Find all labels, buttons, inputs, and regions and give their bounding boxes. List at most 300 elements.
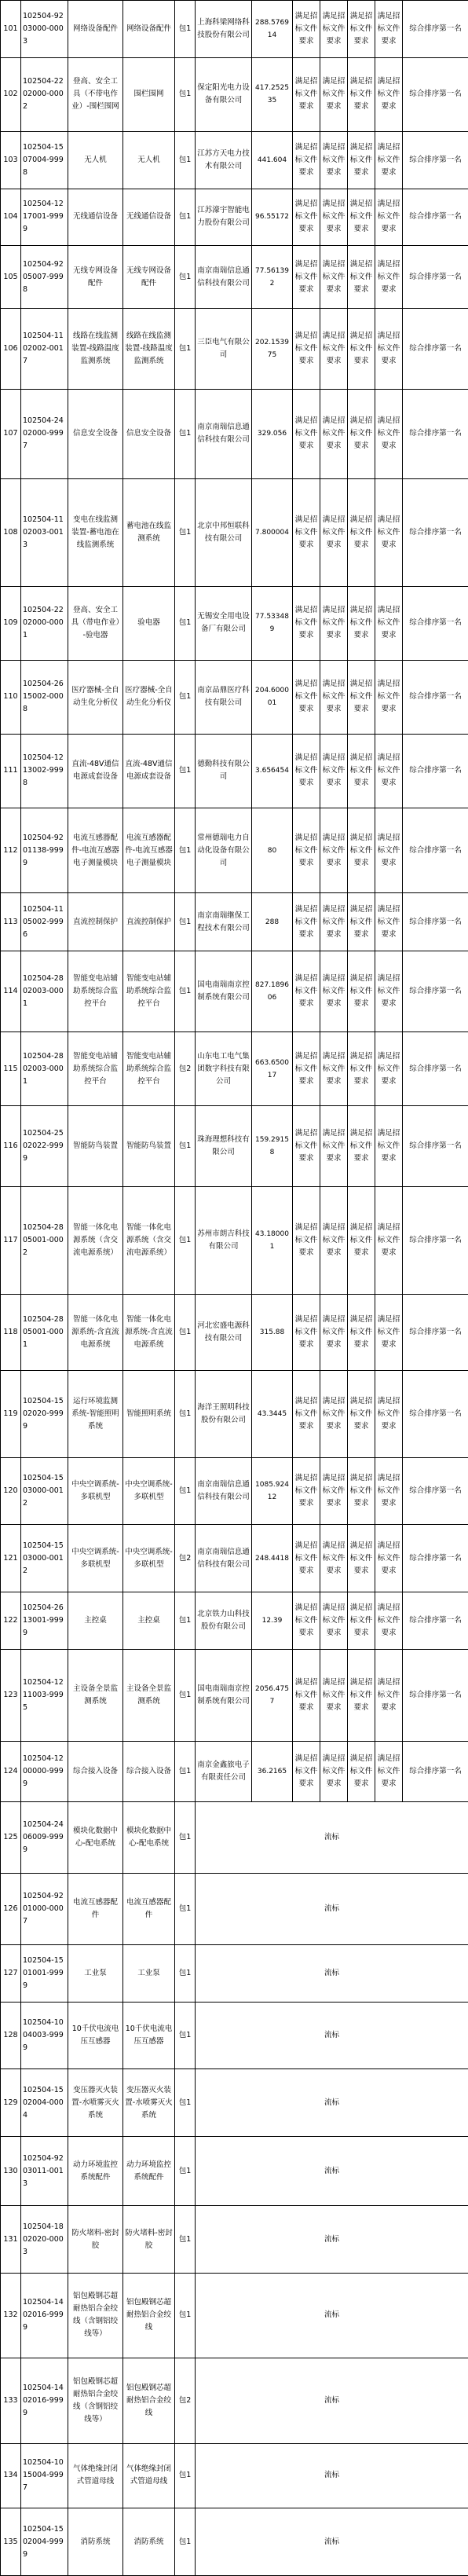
cell-review-2: 满足招标文件要求 <box>320 246 348 309</box>
cell-seq-no: 113 <box>1 893 21 951</box>
cell-item-code: 102504-9203000-0003 <box>21 1 68 58</box>
cell-supplier: 南京南瑞信息通信科技有限公司 <box>196 1525 252 1592</box>
cell-item-code: 102504-1004003-9999 <box>21 2002 68 2069</box>
cell-item-spec: 智能照明系统 <box>123 1370 175 1457</box>
cell-flow-status: 流标 <box>196 2069 468 2137</box>
cell-item-spec: 无线专网设备配件 <box>123 246 175 309</box>
cell-supplier: 国电南瑞南京控制系统有限公司 <box>196 1649 252 1741</box>
cell-item-code: 102504-2802003-0001 <box>21 951 68 1032</box>
cell-flow-status: 流标 <box>196 2443 468 2508</box>
table-row <box>1 1294 468 1370</box>
cell-seq-no: 101 <box>1 1 21 58</box>
cell-item-code: 102504-1502004-0004 <box>21 2069 68 2137</box>
cell-seq-no: 112 <box>1 808 21 892</box>
cell-review-4: 满足招标文件要求 <box>375 808 403 892</box>
cell-package: 包1 <box>175 1945 196 2003</box>
cell-package: 包1 <box>175 2002 196 2069</box>
cell-review-1: 满足招标文件要求 <box>293 1457 320 1525</box>
cell-price: 96.55172 <box>252 189 293 246</box>
cell-package: 包1 <box>175 951 196 1032</box>
cell-item-code: 102504-2402000-9997 <box>21 389 68 478</box>
cell-review-4: 满足招标文件要求 <box>375 1741 403 1801</box>
cell-item-name: 智能一体化电源系统-含直流电源系统 <box>68 1294 123 1370</box>
cell-package: 包1 <box>175 478 196 586</box>
cell-review-2: 满足招标文件要求 <box>320 1649 348 1741</box>
cell-review-3: 满足招标文件要求 <box>348 893 375 951</box>
cell-item-code: 102504-1217001-9999 <box>21 189 68 246</box>
cell-package: 包1 <box>175 2069 196 2137</box>
cell-review-2: 满足招标文件要求 <box>320 478 348 586</box>
cell-rank: 综合排序第一名 <box>403 1525 468 1592</box>
cell-item-name: 变电在线监测装置-蓄电池在线监测系统 <box>68 478 123 586</box>
cell-item-name: 直流控制保护 <box>68 893 123 951</box>
cell-item-name: 医疗器械-全自动生化分析仪 <box>68 660 123 734</box>
cell-flow-status: 流标 <box>196 2136 468 2205</box>
cell-review-3: 满足招标文件要求 <box>348 1741 375 1801</box>
cell-seq-no: 131 <box>1 2206 21 2274</box>
cell-item-spec: 铝包殿钢芯超耐热铝合金绞线 <box>123 2273 175 2358</box>
cell-package: 包1 <box>175 808 196 892</box>
table-row <box>1 2069 468 2137</box>
cell-package: 包1 <box>175 389 196 478</box>
cell-package: 包2 <box>175 1032 196 1106</box>
cell-item-name: 智能防鸟装置 <box>68 1106 123 1187</box>
cell-review-4: 满足招标文件要求 <box>375 734 403 808</box>
cell-package: 包1 <box>175 1873 196 1944</box>
cell-rank: 综合排序第一名 <box>403 1592 468 1649</box>
cell-review-3: 满足招标文件要求 <box>348 1592 375 1649</box>
cell-rank: 综合排序第一名 <box>403 1106 468 1187</box>
cell-rank: 综合排序第一名 <box>403 246 468 309</box>
cell-item-name: 气体绝缘封闭式管道母线 <box>68 2443 123 2508</box>
cell-review-2: 满足招标文件要求 <box>320 586 348 660</box>
cell-review-1: 满足招标文件要求 <box>293 1 320 58</box>
cell-review-3: 满足招标文件要求 <box>348 309 375 390</box>
cell-item-spec: 网络设备配件 <box>123 1 175 58</box>
cell-item-code: 102504-2805001-0002 <box>21 1186 68 1294</box>
cell-review-2: 满足招标文件要求 <box>320 808 348 892</box>
cell-seq-no: 135 <box>1 2508 21 2576</box>
cell-rank: 综合排序第一名 <box>403 586 468 660</box>
cell-seq-no: 129 <box>1 2069 21 2137</box>
cell-price: 248.4418 <box>252 1525 293 1592</box>
cell-review-1: 满足招标文件要求 <box>293 189 320 246</box>
cell-item-spec: 气体绝缘封闭式管道母线 <box>123 2443 175 2508</box>
cell-seq-no: 121 <box>1 1525 21 1592</box>
cell-package: 包1 <box>175 1741 196 1801</box>
cell-item-name: 铝包殿钢芯超耐热铝合金绞线（含钢铝绞线等） <box>68 2273 123 2358</box>
cell-review-2: 满足招标文件要求 <box>320 1186 348 1294</box>
cell-review-4: 满足招标文件要求 <box>375 1106 403 1187</box>
cell-seq-no: 106 <box>1 309 21 390</box>
cell-rank: 综合排序第一名 <box>403 1457 468 1525</box>
cell-item-name: 工业泵 <box>68 1945 123 2003</box>
cell-seq-no: 110 <box>1 660 21 734</box>
cell-item-code: 102504-2615002-0008 <box>21 660 68 734</box>
cell-seq-no: 126 <box>1 1873 21 1944</box>
cell-flow-status: 流标 <box>196 1801 468 1873</box>
cell-supplier: 珠海理想科技有限公司 <box>196 1106 252 1187</box>
cell-item-name: 运行环境监测系统-智能照明系统 <box>68 1370 123 1457</box>
table-row <box>1 2273 468 2358</box>
cell-item-name: 模块化数据中心-配电系统 <box>68 1801 123 1873</box>
cell-item-name: 中央空调系统-多联机型 <box>68 1457 123 1525</box>
cell-review-4: 满足招标文件要求 <box>375 1294 403 1370</box>
cell-review-2: 满足招标文件要求 <box>320 1525 348 1592</box>
cell-review-1: 满足招标文件要求 <box>293 478 320 586</box>
cell-review-4: 满足招标文件要求 <box>375 189 403 246</box>
cell-review-2: 满足招标文件要求 <box>320 1106 348 1187</box>
cell-item-spec: 10千伏电流电压互感器 <box>123 2002 175 2069</box>
cell-item-spec: 无线通信设备 <box>123 189 175 246</box>
cell-item-name: 铝包殿钢芯超耐热铝合金绞线（含钢铝绞线等） <box>68 2358 123 2443</box>
table-row <box>1 660 468 734</box>
cell-item-code: 102504-2502022-9999 <box>21 1106 68 1187</box>
cell-item-name: 主设备全景监测系统 <box>68 1649 123 1741</box>
cell-package: 包1 <box>175 2136 196 2205</box>
cell-rank: 综合排序第一名 <box>403 1649 468 1741</box>
cell-price: 827.189606 <box>252 951 293 1032</box>
cell-item-name: 综合接入设备 <box>68 1741 123 1801</box>
cell-seq-no: 115 <box>1 1032 21 1106</box>
cell-item-spec: 智能变电站辅助系统综合监控平台 <box>123 951 175 1032</box>
cell-item-spec: 中央空调系统-多联机型 <box>123 1457 175 1525</box>
cell-item-code: 102504-1501001-9999 <box>21 1945 68 2003</box>
table-body <box>1 1 468 2576</box>
cell-seq-no: 133 <box>1 2358 21 2443</box>
cell-rank: 综合排序第一名 <box>403 893 468 951</box>
table-row <box>1 2136 468 2205</box>
cell-seq-no: 114 <box>1 951 21 1032</box>
cell-review-4: 满足招标文件要求 <box>375 246 403 309</box>
cell-price: 417.252535 <box>252 57 293 131</box>
cell-item-code: 102504-2805001-0001 <box>21 1294 68 1370</box>
cell-item-code: 102504-2406009-9999 <box>21 1801 68 1873</box>
cell-item-name: 电流互感器配件 <box>68 1873 123 1944</box>
cell-review-2: 满足招标文件要求 <box>320 1 348 58</box>
cell-package: 包1 <box>175 131 196 189</box>
cell-supplier: 常州德瑞电力自动化设备有限公司 <box>196 808 252 892</box>
cell-review-4: 满足招标文件要求 <box>375 478 403 586</box>
cell-item-spec: 综合接入设备 <box>123 1741 175 1801</box>
cell-item-name: 变压器灭火装置-水喷雾灭火系统 <box>68 2069 123 2137</box>
cell-review-3: 满足招标文件要求 <box>348 1649 375 1741</box>
cell-item-spec: 围栏围网 <box>123 57 175 131</box>
table-row <box>1 586 468 660</box>
table-row <box>1 1649 468 1741</box>
cell-supplier: 江苏方天电力技术有限公司 <box>196 131 252 189</box>
cell-review-2: 满足招标文件要求 <box>320 893 348 951</box>
cell-package: 包1 <box>175 1 196 58</box>
cell-review-1: 满足招标文件要求 <box>293 389 320 478</box>
cell-item-spec: 直流控制保护 <box>123 893 175 951</box>
cell-seq-no: 127 <box>1 1945 21 2003</box>
cell-review-1: 满足招标文件要求 <box>293 1592 320 1649</box>
cell-price: 329.056 <box>252 389 293 478</box>
cell-item-code: 102504-1502004-9999 <box>21 2508 68 2576</box>
cell-review-4: 满足招标文件要求 <box>375 1032 403 1106</box>
table-row <box>1 734 468 808</box>
cell-item-name: 直流-48V通信电源成套设备 <box>68 734 123 808</box>
cell-item-spec: 直流-48V通信电源成套设备 <box>123 734 175 808</box>
cell-rank: 综合排序第一名 <box>403 189 468 246</box>
cell-review-3: 满足招标文件要求 <box>348 57 375 131</box>
cell-item-spec: 信息安全设备 <box>123 389 175 478</box>
table-row <box>1 246 468 309</box>
cell-rank: 综合排序第一名 <box>403 1370 468 1457</box>
table-row <box>1 1186 468 1294</box>
cell-review-2: 满足招标文件要求 <box>320 1592 348 1649</box>
cell-review-1: 满足招标文件要求 <box>293 131 320 189</box>
cell-review-3: 满足招标文件要求 <box>348 131 375 189</box>
table-row <box>1 2508 468 2576</box>
cell-review-1: 满足招标文件要求 <box>293 586 320 660</box>
cell-supplier: 南京南瑞继保工程技术有限公司 <box>196 893 252 951</box>
cell-price: 43.180001 <box>252 1186 293 1294</box>
table-row <box>1 389 468 478</box>
table-row <box>1 1 468 58</box>
cell-review-4: 满足招标文件要求 <box>375 951 403 1032</box>
table-row <box>1 1525 468 1592</box>
cell-item-spec: 智能变电站辅助系统综合监控平台 <box>123 1032 175 1106</box>
cell-seq-no: 104 <box>1 189 21 246</box>
cell-seq-no: 116 <box>1 1106 21 1187</box>
cell-package: 包1 <box>175 586 196 660</box>
cell-package: 包1 <box>175 57 196 131</box>
cell-item-code: 102504-1502020-9999 <box>21 1370 68 1457</box>
cell-item-spec: 变压器灭火装置-水喷雾灭火系统 <box>123 2069 175 2137</box>
cell-item-spec: 医疗器械-全自动生化分析仪 <box>123 660 175 734</box>
cell-review-4: 满足招标文件要求 <box>375 893 403 951</box>
cell-item-spec: 防火堵料-密封胶 <box>123 2206 175 2274</box>
table-row <box>1 951 468 1032</box>
cell-item-name: 智能变电站辅助系统综合监控平台 <box>68 951 123 1032</box>
cell-review-3: 满足招标文件要求 <box>348 734 375 808</box>
cell-item-name: 中央空调系统-多联机型 <box>68 1525 123 1592</box>
cell-price: 3.656454 <box>252 734 293 808</box>
cell-review-3: 满足招标文件要求 <box>348 246 375 309</box>
cell-review-4: 满足招标文件要求 <box>375 1592 403 1649</box>
cell-price: 315.88 <box>252 1294 293 1370</box>
cell-review-4: 满足招标文件要求 <box>375 1525 403 1592</box>
cell-review-2: 满足招标文件要求 <box>320 309 348 390</box>
cell-supplier: 江苏濠宇智能电力股份有限公司 <box>196 189 252 246</box>
cell-package: 包1 <box>175 893 196 951</box>
cell-item-name: 线路在线监测装置-线路温度监测系统 <box>68 309 123 390</box>
cell-review-1: 满足招标文件要求 <box>293 1186 320 1294</box>
cell-review-3: 满足招标文件要求 <box>348 1 375 58</box>
cell-review-4: 满足招标文件要求 <box>375 660 403 734</box>
cell-review-1: 满足招标文件要求 <box>293 808 320 892</box>
cell-item-spec: 工业泵 <box>123 1945 175 2003</box>
cell-review-4: 满足招标文件要求 <box>375 586 403 660</box>
cell-item-code: 102504-1015004-9997 <box>21 2443 68 2508</box>
cell-item-spec: 铝包殿钢芯超耐热铝合金绞线 <box>123 2358 175 2443</box>
cell-review-2: 满足招标文件要求 <box>320 189 348 246</box>
cell-item-spec: 蓄电池在线监测系统 <box>123 478 175 586</box>
cell-review-1: 满足招标文件要求 <box>293 1106 320 1187</box>
cell-price: 1085.92412 <box>252 1457 293 1525</box>
cell-package: 包1 <box>175 246 196 309</box>
cell-supplier: 北京中邦恒联科技有限公司 <box>196 478 252 586</box>
table-row <box>1 1592 468 1649</box>
cell-package: 包1 <box>175 2273 196 2358</box>
table-row <box>1 478 468 586</box>
cell-item-name: 无线专网设备配件 <box>68 246 123 309</box>
cell-rank: 综合排序第一名 <box>403 57 468 131</box>
cell-item-code: 102504-2802003-0001 <box>21 1032 68 1106</box>
cell-package: 包1 <box>175 1106 196 1187</box>
cell-price: 663.650017 <box>252 1032 293 1106</box>
cell-seq-no: 109 <box>1 586 21 660</box>
cell-review-1: 满足招标文件要求 <box>293 1032 320 1106</box>
cell-supplier: 南京金鑫旅电子有限责任公司 <box>196 1741 252 1801</box>
cell-review-4: 满足招标文件要求 <box>375 1186 403 1294</box>
cell-flow-status: 流标 <box>196 2358 468 2443</box>
cell-review-3: 满足招标文件要求 <box>348 1294 375 1370</box>
table-row <box>1 1945 468 2003</box>
cell-review-2: 满足招标文件要求 <box>320 389 348 478</box>
cell-supplier: 山东电工电气集团数字科技有限公司 <box>196 1032 252 1106</box>
table-row <box>1 57 468 131</box>
cell-supplier: 无锡安全用电设备厂有限公司 <box>196 586 252 660</box>
cell-item-spec: 主控桌 <box>123 1592 175 1649</box>
cell-package: 包1 <box>175 1592 196 1649</box>
cell-review-2: 满足招标文件要求 <box>320 1294 348 1370</box>
cell-rank: 综合排序第一名 <box>403 1 468 58</box>
cell-rank: 综合排序第一名 <box>403 808 468 892</box>
cell-item-code: 102504-2613001-9999 <box>21 1592 68 1649</box>
cell-seq-no: 105 <box>1 246 21 309</box>
cell-review-2: 满足招标文件要求 <box>320 57 348 131</box>
cell-review-1: 满足招标文件要求 <box>293 246 320 309</box>
cell-item-name: 无线通信设备 <box>68 189 123 246</box>
table-row <box>1 1370 468 1457</box>
cell-review-3: 满足招标文件要求 <box>348 1186 375 1294</box>
cell-item-spec: 智能一体化电源系统-含直流电源系统 <box>123 1294 175 1370</box>
cell-seq-no: 117 <box>1 1186 21 1294</box>
table-row <box>1 893 468 951</box>
cell-item-code: 102504-1102002-0017 <box>21 309 68 390</box>
cell-seq-no: 102 <box>1 57 21 131</box>
cell-price: 77.533489 <box>252 586 293 660</box>
table-row <box>1 2002 468 2069</box>
cell-review-4: 满足招标文件要求 <box>375 1370 403 1457</box>
cell-supplier: 河北宏盛电源科技有限公司 <box>196 1294 252 1370</box>
cell-item-name: 信息安全设备 <box>68 389 123 478</box>
cell-supplier: 南京南瑞信息通信科技有限公司 <box>196 389 252 478</box>
cell-item-code: 102504-1402016-9999 <box>21 2273 68 2358</box>
cell-item-spec: 电流互感器配件-电流互感器电子测量模块 <box>123 808 175 892</box>
cell-supplier: 国电南瑞南京控制系统有限公司 <box>196 951 252 1032</box>
cell-seq-no: 111 <box>1 734 21 808</box>
cell-item-code: 102504-1211003-9995 <box>21 1649 68 1741</box>
cell-review-2: 满足招标文件要求 <box>320 734 348 808</box>
cell-supplier: 德勤科技有限公司 <box>196 734 252 808</box>
cell-item-name: 10千伏电流电压互感器 <box>68 2002 123 2069</box>
cell-supplier: 上海科梁网络科技股份有限公司 <box>196 1 252 58</box>
cell-item-code: 102504-1503000-0012 <box>21 1457 68 1525</box>
cell-review-3: 满足招标文件要求 <box>348 1525 375 1592</box>
table-row <box>1 189 468 246</box>
cell-item-code: 102504-2202000-0002 <box>21 57 68 131</box>
cell-item-code: 102504-9201138-9999 <box>21 808 68 892</box>
cell-price: 36.2165 <box>252 1741 293 1801</box>
cell-item-spec: 电流互感器配件 <box>123 1873 175 1944</box>
cell-package: 包1 <box>175 1801 196 1873</box>
cell-item-name: 电流互感器配件-电流互感器电子测量模块 <box>68 808 123 892</box>
table-row <box>1 1457 468 1525</box>
cell-seq-no: 122 <box>1 1592 21 1649</box>
cell-review-1: 满足招标文件要求 <box>293 309 320 390</box>
cell-review-3: 满足招标文件要求 <box>348 1457 375 1525</box>
cell-item-code: 102504-1200000-9999 <box>21 1741 68 1801</box>
cell-flow-status: 流标 <box>196 2508 468 2576</box>
cell-package: 包1 <box>175 660 196 734</box>
cell-item-spec: 验电器 <box>123 586 175 660</box>
table-row <box>1 1106 468 1187</box>
cell-flow-status: 流标 <box>196 1873 468 1944</box>
cell-supplier: 海洋王照明科技股份有限公司 <box>196 1370 252 1457</box>
cell-rank: 综合排序第一名 <box>403 131 468 189</box>
cell-rank: 综合排序第一名 <box>403 389 468 478</box>
cell-price: 288 <box>252 893 293 951</box>
cell-review-2: 满足招标文件要求 <box>320 660 348 734</box>
cell-price: 7.800004 <box>252 478 293 586</box>
cell-item-name: 动力环境监控系统配件 <box>68 2136 123 2205</box>
cell-rank: 综合排序第一名 <box>403 734 468 808</box>
cell-package: 包1 <box>175 1370 196 1457</box>
cell-price: 202.153975 <box>252 309 293 390</box>
cell-review-4: 满足招标文件要求 <box>375 389 403 478</box>
cell-item-code: 102504-1102003-0013 <box>21 478 68 586</box>
cell-item-name: 登高、安全工具（带电作业）-验电器 <box>68 586 123 660</box>
cell-review-1: 满足招标文件要求 <box>293 1525 320 1592</box>
cell-item-name: 智能变电站辅助系统综合监控平台 <box>68 1032 123 1106</box>
cell-review-1: 满足招标文件要求 <box>293 893 320 951</box>
cell-item-spec: 智能一体化电源系统（含交流电源系统） <box>123 1186 175 1294</box>
cell-item-spec: 智能防鸟装置 <box>123 1106 175 1187</box>
cell-item-code: 102504-1105002-9996 <box>21 893 68 951</box>
cell-seq-no: 108 <box>1 478 21 586</box>
cell-seq-no: 125 <box>1 1801 21 1873</box>
table-row <box>1 309 468 390</box>
cell-review-1: 满足招标文件要求 <box>293 1370 320 1457</box>
cell-item-name: 无人机 <box>68 131 123 189</box>
cell-package: 包1 <box>175 2508 196 2576</box>
cell-review-3: 满足招标文件要求 <box>348 478 375 586</box>
cell-review-1: 满足招标文件要求 <box>293 1294 320 1370</box>
cell-rank: 综合排序第一名 <box>403 1032 468 1106</box>
cell-review-4: 满足招标文件要求 <box>375 1 403 58</box>
cell-package: 包1 <box>175 734 196 808</box>
cell-item-name: 智能一体化电源系统（含交流电源系统） <box>68 1186 123 1294</box>
cell-review-1: 满足招标文件要求 <box>293 57 320 131</box>
cell-price: 204.600001 <box>252 660 293 734</box>
table-row <box>1 2206 468 2274</box>
cell-rank: 综合排序第一名 <box>403 1186 468 1294</box>
cell-item-spec: 线路在线监测装置-线路温度监测系统 <box>123 309 175 390</box>
table-row <box>1 1032 468 1106</box>
cell-rank: 综合排序第一名 <box>403 1294 468 1370</box>
cell-review-4: 满足招标文件要求 <box>375 1649 403 1741</box>
cell-seq-no: 107 <box>1 389 21 478</box>
cell-seq-no: 134 <box>1 2443 21 2508</box>
cell-item-spec: 无人机 <box>123 131 175 189</box>
cell-review-3: 满足招标文件要求 <box>348 951 375 1032</box>
cell-item-name: 消防系统 <box>68 2508 123 2576</box>
cell-rank: 综合排序第一名 <box>403 1741 468 1801</box>
